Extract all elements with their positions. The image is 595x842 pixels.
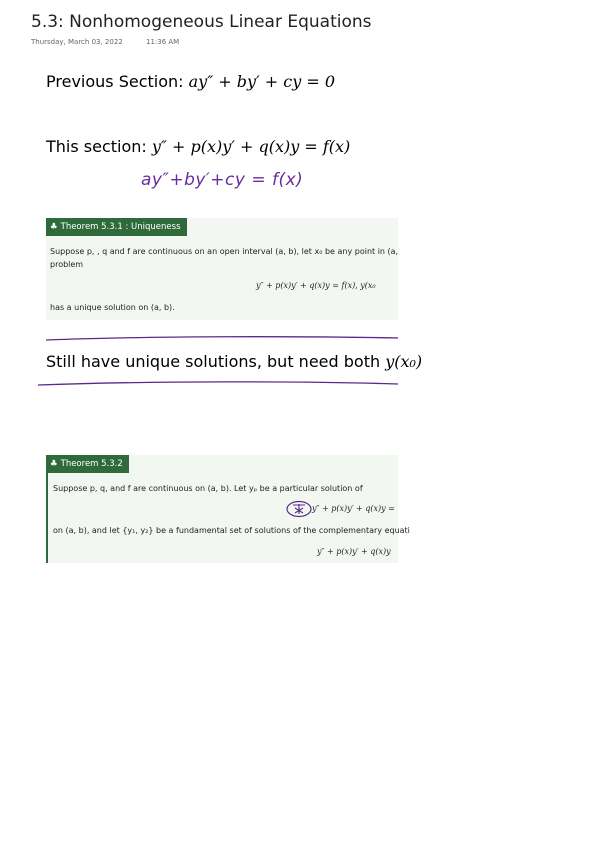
handwritten-equation: ay″+by′+cy = f(x) xyxy=(141,170,304,190)
theorem-532-equation-1: y″ + p(x)y′ + q(x)y = xyxy=(312,504,395,513)
note-time: 11:36 AM xyxy=(146,38,180,46)
theorem-uniqueness-text-1: Suppose p, , q and f are continuous on an open interval (a, b), let x₀ be any point in (a, xyxy=(50,247,399,256)
theorem-532-badge xyxy=(46,455,129,473)
theorem-icon: ♣ xyxy=(50,222,58,232)
theorem-532-equation-2: y″ + p(x)y′ + q(x)y xyxy=(317,547,391,556)
page-title: 5.3: Nonhomogeneous Linear Equations xyxy=(31,12,372,32)
theorem-532-title: Theorem 5.3.2 xyxy=(60,459,123,469)
this-section-label: This section: xyxy=(46,137,152,156)
theorem-uniqueness-equation: y″ + p(x)y′ + q(x)y = f(x), y(x₀ xyxy=(256,281,376,290)
theorem-532-text-1: Suppose p, q, and f are continuous on (a, b). Let yₚ be a particular solution of xyxy=(53,484,363,493)
still-unique-math: y(x₀) xyxy=(385,352,423,371)
previous-section-label: Previous Section: xyxy=(46,72,189,91)
this-section-equation: y″ + p(x)y′ + q(x)y = f(x) xyxy=(151,137,351,156)
theorem-uniqueness-text-3: has a unique solution on (a, b). xyxy=(50,303,175,312)
theorem-uniqueness-title: Theorem 5.3.1 : Uniqueness xyxy=(60,222,181,232)
theorem-532-box xyxy=(46,455,410,563)
circled-star-mark xyxy=(286,500,312,518)
still-unique-line xyxy=(46,352,423,371)
previous-section-equation: ay″ + by′ + cy = 0 xyxy=(188,72,336,91)
note-date: Thursday, March 03, 2022 xyxy=(31,38,123,46)
theorem-532-text-2: on (a, b), and let {y₁, y₂} be a fundamental set of solutions of the complementary equati xyxy=(53,526,410,535)
theorem-icon: ♣ xyxy=(50,459,58,469)
still-unique-label: Still have unique solutions, but need both xyxy=(46,352,386,371)
theorem-uniqueness-text-2: problem xyxy=(50,260,84,269)
